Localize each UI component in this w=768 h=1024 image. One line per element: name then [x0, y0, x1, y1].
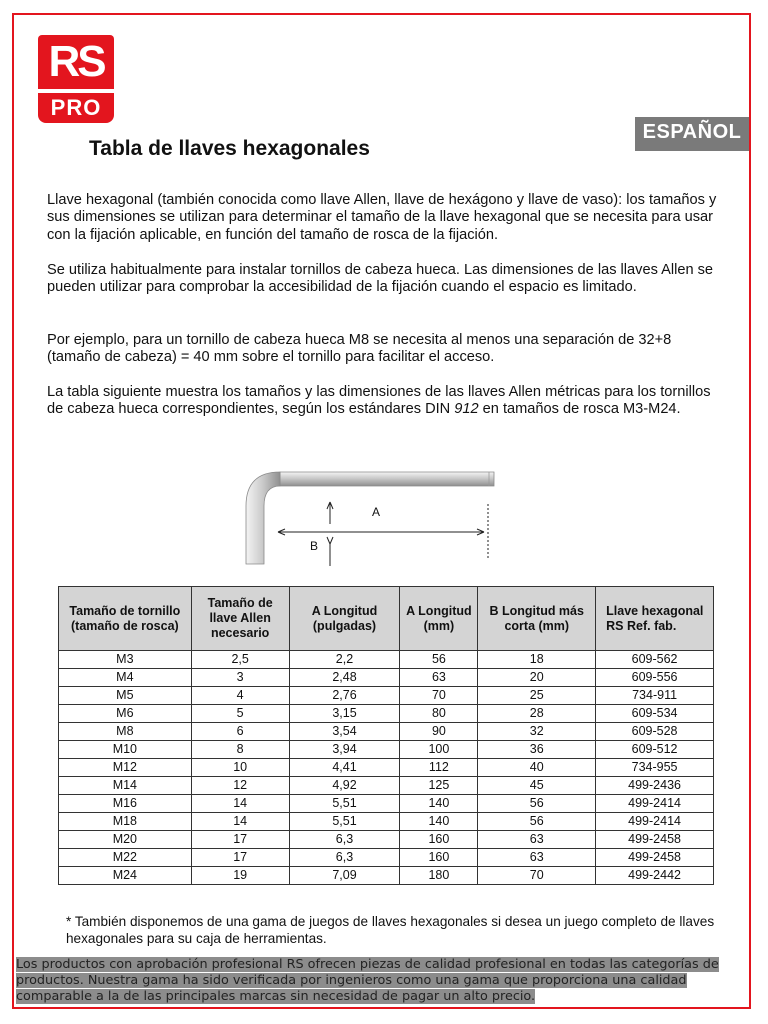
table-header-row — [59, 587, 714, 651]
table-cell: 5 — [191, 705, 289, 723]
table-cell: 14 — [191, 813, 289, 831]
table-row — [59, 813, 714, 831]
table-cell: 18 — [478, 651, 596, 669]
table-cell: 499-2414 — [596, 795, 714, 813]
logo-rs: RS — [38, 35, 114, 89]
table-row — [59, 795, 714, 813]
example-paragraph: Por ejemplo, para un tornillo de cabeza hueca M8 se necesita al menos una separación de 32+8 (tamaño de cabeza) = 40 mm sobre el tornillo para facilitar el acceso. — [47, 332, 672, 366]
table-cell: 609-528 — [596, 723, 714, 741]
table-cell: 8 — [191, 741, 289, 759]
table-cell: 6,3 — [289, 831, 400, 849]
table-cell: 3,94 — [289, 741, 400, 759]
table-cell: 17 — [191, 849, 289, 867]
table-row — [59, 723, 714, 741]
table-cell: M4 — [59, 669, 192, 687]
table-cell: M5 — [59, 687, 192, 705]
table-cell: M10 — [59, 741, 192, 759]
table-cell: 40 — [478, 759, 596, 777]
table-cell: 5,51 — [289, 813, 400, 831]
table-cell: 499-2442 — [596, 867, 714, 885]
table-cell: 25 — [478, 687, 596, 705]
hex-key-table — [58, 586, 714, 885]
table-cell: M16 — [59, 795, 192, 813]
table-cell: 2,2 — [289, 651, 400, 669]
table-cell: 4,92 — [289, 777, 400, 795]
table-cell: 734-911 — [596, 687, 714, 705]
table-cell: 100 — [400, 741, 478, 759]
table-cell: M22 — [59, 849, 192, 867]
table-cell: M6 — [59, 705, 192, 723]
table-cell: 12 — [191, 777, 289, 795]
logo-pro: PRO — [38, 93, 114, 123]
table-intro-text-1: La tabla siguiente muestra los tamaños y las dimensiones de las llaves Allen métricas para los tornillos de cabeza hueca correspondientes, según los estándares DIN — [47, 384, 711, 418]
table-intro-paragraph — [47, 384, 727, 419]
table-intro-text-2: en tamaños de rosca M3-M24. — [478, 401, 681, 418]
table-row — [59, 705, 714, 723]
hex-key-shape — [246, 472, 494, 564]
table-cell: 3,15 — [289, 705, 400, 723]
rs-pro-logo — [38, 35, 118, 125]
header-length-mm: A Longitud (mm) — [400, 587, 478, 651]
table-cell: 17 — [191, 831, 289, 849]
table-row — [59, 651, 714, 669]
table-cell: 6 — [191, 723, 289, 741]
table-cell: 140 — [400, 795, 478, 813]
table-cell: 63 — [478, 831, 596, 849]
table-cell: 6,3 — [289, 849, 400, 867]
table-cell: 7,09 — [289, 867, 400, 885]
table-cell: 19 — [191, 867, 289, 885]
table-cell: 609-562 — [596, 651, 714, 669]
dimension-b-line — [327, 502, 333, 566]
intro-paragraph: Llave hexagonal (también conocida como llave Allen, llave de hexágono y llave de vaso): los tamaños y sus dimensiones se utilizan para determinar el tamaño de la llave hexagonal que se necesita para usar con la fijación aplicable, en función del tamaño de rosca de la fijación. — [47, 192, 717, 243]
table-cell: 499-2458 — [596, 831, 714, 849]
table-cell: M24 — [59, 867, 192, 885]
table-cell: M20 — [59, 831, 192, 849]
table-cell: M18 — [59, 813, 192, 831]
table-cell: 4 — [191, 687, 289, 705]
table-cell: M14 — [59, 777, 192, 795]
table-cell: 10 — [191, 759, 289, 777]
table-cell: 3,54 — [289, 723, 400, 741]
table-row — [59, 741, 714, 759]
table-cell: 2,76 — [289, 687, 400, 705]
table-row — [59, 831, 714, 849]
page-title: Tabla de llaves hexagonales — [89, 137, 370, 160]
table-cell: M8 — [59, 723, 192, 741]
table-cell: 2,5 — [191, 651, 289, 669]
header-length-in: A Longitud (pulgadas) — [289, 587, 400, 651]
table-cell: 609-534 — [596, 705, 714, 723]
table-cell: 80 — [400, 705, 478, 723]
table-row — [59, 849, 714, 867]
table-cell: 499-2436 — [596, 777, 714, 795]
language-badge: ESPAÑOL — [635, 117, 749, 151]
table-cell: 734-955 — [596, 759, 714, 777]
table-cell: 70 — [400, 687, 478, 705]
table-cell: 140 — [400, 813, 478, 831]
table-cell: 499-2458 — [596, 849, 714, 867]
table-cell: 70 — [478, 867, 596, 885]
header-rs-ref: Llave hexagonal RS Ref. fab. — [596, 587, 714, 651]
table-cell: 14 — [191, 795, 289, 813]
dimension-b-label: B — [310, 539, 319, 553]
dimension-a-label: A — [372, 505, 381, 519]
table-cell: 20 — [478, 669, 596, 687]
table-cell: 63 — [400, 669, 478, 687]
table-cell: 125 — [400, 777, 478, 795]
table-cell: M3 — [59, 651, 192, 669]
table-cell: 180 — [400, 867, 478, 885]
table-cell: 499-2414 — [596, 813, 714, 831]
hex-key-diagram — [240, 466, 500, 576]
table-cell: 90 — [400, 723, 478, 741]
table-cell: M12 — [59, 759, 192, 777]
table-cell: 112 — [400, 759, 478, 777]
table-row — [59, 669, 714, 687]
table-cell: 32 — [478, 723, 596, 741]
table-cell: 5,51 — [289, 795, 400, 813]
footnote: * También disponemos de una gama de juegos de llaves hexagonales si desea un juego completo de llaves hexagonales para su caja de herramientas. — [66, 914, 715, 946]
table-cell: 28 — [478, 705, 596, 723]
table-row — [59, 759, 714, 777]
header-screw-size: Tamaño de tornillo (tamaño de rosca) — [59, 587, 192, 651]
table-cell: 609-556 — [596, 669, 714, 687]
table-cell: 609-512 — [596, 741, 714, 759]
table-cell: 56 — [400, 651, 478, 669]
table-cell: 36 — [478, 741, 596, 759]
table-cell: 63 — [478, 849, 596, 867]
table-row — [59, 687, 714, 705]
banner-text: Los productos con aprobación profesional RS ofrecen piezas de calidad profesional en todas las categorías de productos. Nuestra gama ha sido verificada por ingenieros como una gama que proporciona una calidad comparable a la de las principales marcas sin necesidad de pagar un alto precio. — [16, 957, 719, 1004]
table-cell: 4,41 — [289, 759, 400, 777]
table-cell: 56 — [478, 795, 596, 813]
table-cell: 3 — [191, 669, 289, 687]
usage-paragraph: Se utiliza habitualmente para instalar tornillos de cabeza hueca. Las dimensiones de las llaves Allen se pueden utilizar para comprobar la accesibilidad de la fijación cuando el espacio es limitado. — [47, 262, 714, 296]
table-row — [59, 777, 714, 795]
din-standard-number: 912 — [454, 401, 479, 418]
table-cell: 160 — [400, 831, 478, 849]
table-cell: 160 — [400, 849, 478, 867]
table-cell: 45 — [478, 777, 596, 795]
pro-approval-banner — [16, 957, 751, 1005]
header-short-length: B Longitud más corta (mm) — [478, 587, 596, 651]
table-cell: 2,48 — [289, 669, 400, 687]
table-row — [59, 867, 714, 885]
header-allen-size: Tamaño de llave Allen necesario — [191, 587, 289, 651]
table-cell: 56 — [478, 813, 596, 831]
